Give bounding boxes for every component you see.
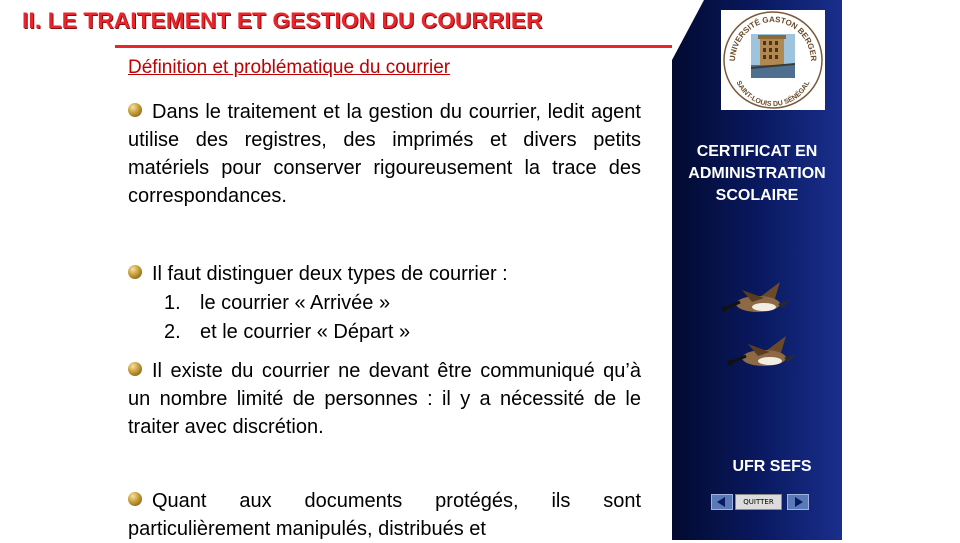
list-item bbox=[128, 289, 508, 318]
paragraph-documents-proteges bbox=[128, 487, 641, 543]
arrow-left-icon bbox=[712, 495, 732, 509]
slide-title: II. LE TRAITEMENT ET GESTION DU COURRIER bbox=[22, 8, 543, 33]
list-number: 2. bbox=[164, 321, 181, 343]
list-item-text: le courrier « Arrivée » bbox=[200, 292, 391, 314]
bullet-icon bbox=[128, 103, 142, 117]
arrow-right-icon bbox=[788, 495, 808, 509]
bullet-icon bbox=[128, 265, 142, 279]
logo-text-bottom: SAINT-LOUIS DU SÉNÉGAL bbox=[734, 79, 812, 109]
bullet-icon bbox=[128, 492, 142, 506]
list-item-text: et le courrier « Départ » bbox=[200, 321, 411, 343]
quit-button[interactable]: QUITTER bbox=[735, 494, 782, 510]
certificate-line: SCOLAIRE bbox=[715, 187, 799, 204]
previous-button[interactable] bbox=[711, 494, 733, 510]
ufr-label: UFR SEFS bbox=[732, 458, 812, 475]
paragraph-text: Il existe du courrier ne devant être communiqué qu’à un nombre limité de personnes : il y a nécessité de le traiter avec discrétion. bbox=[128, 360, 641, 438]
next-button[interactable] bbox=[787, 494, 809, 510]
paragraph-text: Quant aux documents protégés, ils sont particulièrement manipulés, distribués et bbox=[128, 490, 641, 540]
logo-text-top: UNIVERSITÉ GASTON BERGER bbox=[727, 14, 819, 62]
paragraph-text: Dans le traitement et la gestion du courrier, ledit agent utilise des registres, des imprimés et divers petits matériels pour conserver rigoureusement la trace des correspondances. bbox=[128, 101, 641, 207]
certificate-title bbox=[672, 141, 842, 207]
section-subtitle: Définition et problématique du courrier bbox=[128, 57, 451, 78]
certificate-line: CERTIFICAT EN bbox=[696, 143, 818, 160]
bullet-icon bbox=[128, 362, 142, 376]
title-underline bbox=[115, 45, 690, 48]
university-logo bbox=[721, 10, 825, 110]
courrier-types-list bbox=[128, 260, 508, 347]
list-item bbox=[128, 318, 508, 347]
list-number: 1. bbox=[164, 292, 181, 314]
paragraph-discretion bbox=[128, 357, 641, 441]
flying-geese-image bbox=[712, 280, 812, 380]
paragraph-traitement bbox=[128, 98, 641, 210]
certificate-line: ADMINISTRATION bbox=[688, 165, 826, 182]
list-intro: Il faut distinguer deux types de courrier : bbox=[152, 263, 508, 285]
